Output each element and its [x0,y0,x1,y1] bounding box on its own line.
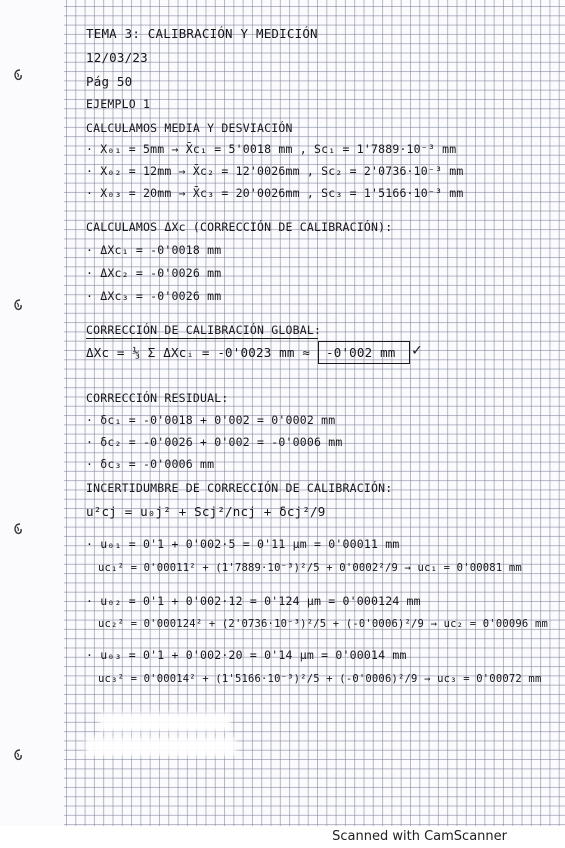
residual-line: · δc₂ = -0'0026 + 0'002 = -0'0006 mm [86,435,343,449]
blurred-region [86,738,236,756]
date-text: 12/03/23 [86,50,148,65]
correction-line: · ΔXc₂ = -0'0026 mm [86,266,222,280]
mean-line: · X₀₃ = 20mm → X̄c₃ = 20'0026mm , Sc₃ = 1'5166·10⁻³ mm [86,186,464,200]
binder-hole-icon [11,298,25,312]
uncertainty-formula: u²cj = u₀j² + Scj²/ncj + δcj²/9 [86,504,326,519]
correction-line: · ΔXc₁ = -0'0018 mm [86,243,222,257]
heading-underline [86,338,318,339]
page-reference: Pág 50 [86,74,133,89]
binder-hole-icon [11,748,25,762]
uncertainty-result: uc₁² = 0'00011² + (1'7889·10⁻³)²/5 + 0'0002²/9 → uc₁ = 0'00081 mm [98,562,522,574]
scanner-watermark: Scanned with CamScanner [332,829,507,844]
mean-line: · X₀₁ = 5mm → X̄c₁ = 5'0018 mm , Sc₁ = 1'7889·10⁻³ mm [86,142,457,156]
section-heading-mean: CALCULAMOS MEDIA Y DESVIACIÓN [86,121,293,135]
example-heading: EJEMPLO 1 [86,97,151,111]
global-formula: ΔXc = ⅓ Σ ΔXcᵢ = -0'0023 mm ≈ [86,345,311,360]
section-heading-global: CORRECCIÓN DE CALIBRACIÓN GLOBAL: [86,323,322,337]
binder-hole-icon [11,68,25,82]
page-margin [0,0,64,848]
uncertainty-step: · u₀₂ = 0'1 + 0'002·12 = 0'124 µm = 0'000124 mm [86,594,421,608]
section-heading-correction: CALCULAMOS ΔXc (CORRECCIÓN DE CALIBRACIÓN): [86,220,393,234]
residual-line: · δc₃ = -0'0006 mm [86,457,215,471]
uncertainty-result: uc₃² = 0'00014² + (1'5166·10⁻³)²/5 + (-0'0006)²/9 → uc₃ = 0'00072 mm [98,673,542,685]
section-heading-residual: CORRECCIÓN RESIDUAL: [86,391,229,405]
check-mark-icon: ✓ [412,340,422,359]
uncertainty-step: · u₀₃ = 0'1 + 0'002·20 = 0'14 µm = 0'00014 mm [86,648,407,662]
binder-hole-icon [11,522,25,536]
section-heading-uncertainty: INCERTIDUMBRE DE CORRECCIÓN DE CALIBRACIÓN: [86,481,393,495]
global-result: -0'002 mm [326,345,396,360]
correction-line: · ΔXc₃ = -0'0026 mm [86,289,222,303]
page-title: TEMA 3: CALIBRACIÓN Y MEDICIÓN [86,26,318,41]
mean-line: · X₀₂ = 12mm → X̄c₂ = 12'0026mm , Sc₂ = 2'0736·10⁻³ mm [86,164,464,178]
uncertainty-result: uc₂² = 0'000124² + (2'0736·10⁻³)²/5 + (-0'0006)²/9 → uc₂ = 0'00096 mm [98,618,548,630]
residual-line: · δc₁ = -0'0018 + 0'002 = 0'0002 mm [86,413,336,427]
uncertainty-step: · u₀₁ = 0'1 + 0'002·5 = 0'11 µm = 0'00011 mm [86,537,400,551]
blurred-region [100,713,230,731]
